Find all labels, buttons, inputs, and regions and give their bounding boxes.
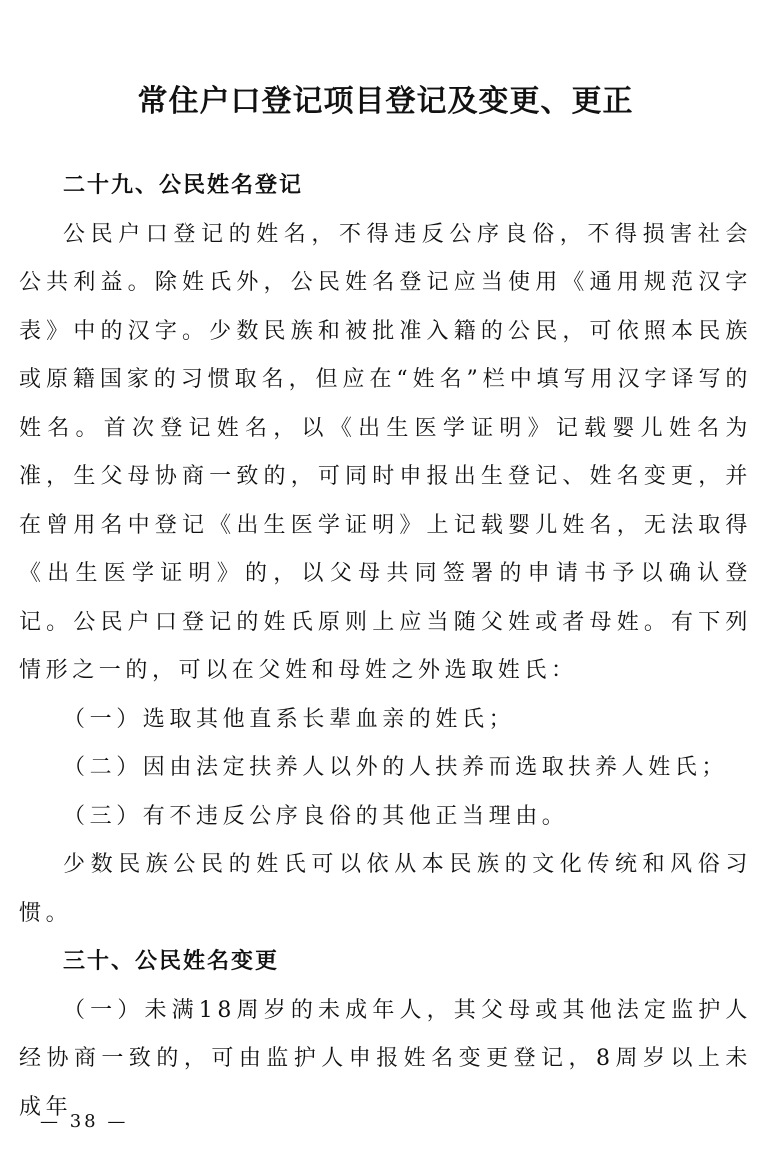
- list-item: （一）选取其他直系长辈血亲的姓氏；: [63, 706, 516, 732]
- list-item: （二）因由法定扶养人以外的人扶养而选取扶养人姓氏；: [63, 755, 729, 780]
- document-body: [19, 162, 752, 1132]
- paragraph-name-registration: 公民户口登记的姓名，不得违反公序良俗，不得损害社会公共利益。除姓氏外，公民姓名登记应当使用《通用规范汉字表》中的汉字。少数民族和被批准入籍的公民，可依照本民族或原籍国家的习惯取名，但应在“姓名”栏中填写用汉字译写的姓名。首次登记姓名，以《出生医学证明》记载婴儿姓名为准，生父母协商一致的，可同时申报出生登记、姓名变更，并在曾用名中登记《出生医学证明》上记载婴儿姓名，无法取得《出生医学证明》的，以父母共同签署的申请书予以确认登记。公民户口登记的姓氏原则上应当随父姓或者母姓。有下列情形之一的，可以在父姓和母姓之外选取姓氏：: [19, 221, 752, 683]
- page-number: — 38 —: [40, 1111, 129, 1132]
- section-heading-29: 二十九、公民姓名登记: [63, 173, 304, 198]
- page-title: 常住户口登记项目登记及变更、更正: [137, 84, 634, 120]
- section-heading-30: 三十、公民姓名变更: [63, 949, 280, 974]
- paragraph-ethnic-surname: 少数民族公民的姓氏可以依从本民族的文化传统和风俗习惯。: [19, 852, 752, 926]
- paragraph-name-change: （一）未满18周岁的未成年人，其父母或其他法定监护人经协商一致的，可由监护人申报姓名变更登记，8周岁以上未成年: [19, 997, 752, 1120]
- list-item: （三）有不违反公序良俗的其他正当理由。: [63, 803, 569, 829]
